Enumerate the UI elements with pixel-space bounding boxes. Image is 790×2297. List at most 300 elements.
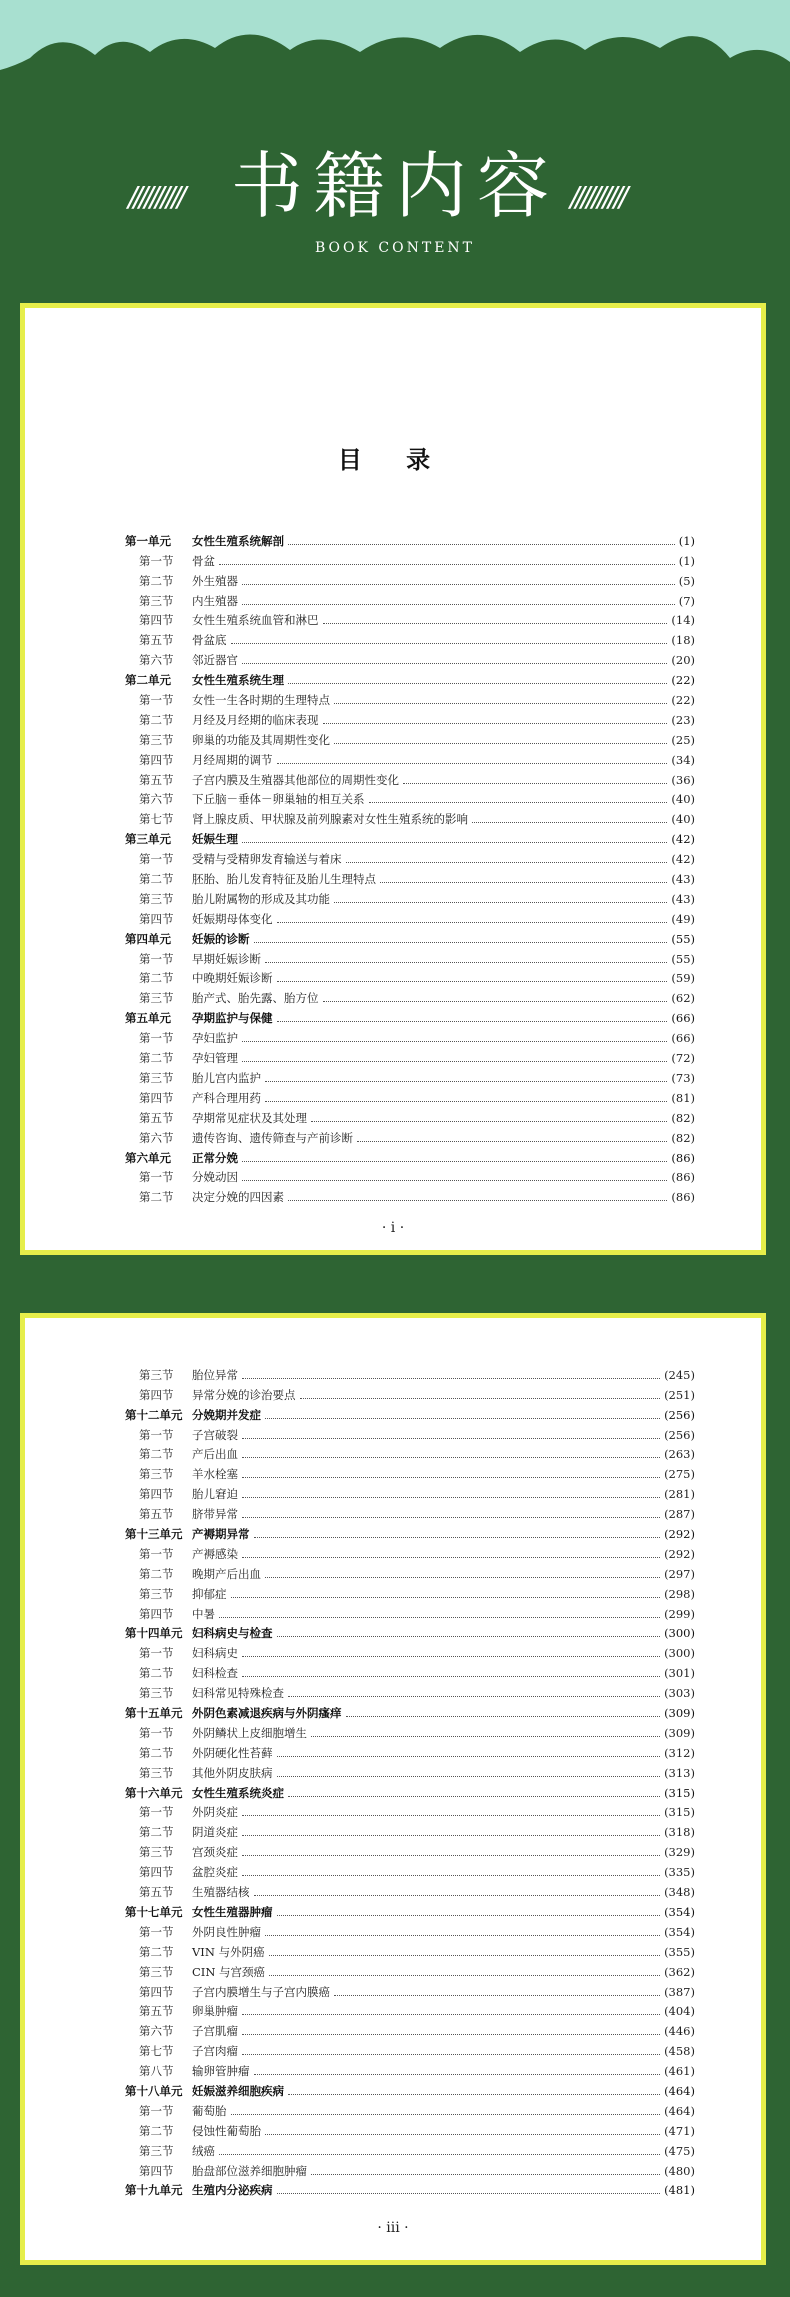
toc-entry-page: (464) — [664, 2083, 695, 2098]
toc-leader-dots — [231, 1597, 661, 1598]
toc-entry-title: 月经及月经期的临床表现 — [192, 712, 319, 727]
toc-entry-page: (298) — [664, 1586, 695, 1601]
toc-entry-label: 第二节 — [139, 712, 174, 727]
toc-entry-page: (62) — [671, 991, 695, 1006]
toc-entry-title: 肾上腺皮质、甲状腺及前列腺素对女性生殖系统的影响 — [192, 812, 468, 827]
toc-entry-label: 第二节 — [139, 872, 174, 887]
toc-leader-dots — [242, 584, 675, 585]
toc-section-row — [125, 1720, 695, 1740]
toc-entry-title: 胎位异常 — [192, 1367, 238, 1382]
toc-section-row — [125, 647, 695, 667]
toc-section-row — [125, 1601, 695, 1621]
toc-unit-row — [125, 528, 695, 548]
toc-entry-title: 卵巢肿瘤 — [192, 2004, 238, 2019]
toc-entry-page: (34) — [671, 752, 695, 767]
toc-entry-label: 第三节 — [139, 1765, 174, 1780]
toc-section-row — [125, 966, 695, 986]
toc-section-row — [125, 1999, 695, 2019]
toc-entry-title: 决定分娩的四因素 — [192, 1190, 284, 1205]
toc-leader-dots — [277, 922, 668, 923]
toc-leader-dots — [357, 1141, 667, 1142]
toc-section-row — [125, 1760, 695, 1780]
toc-entry-page: (59) — [671, 971, 695, 986]
toc-leader-dots — [242, 2034, 660, 2035]
toc-section-row — [125, 1660, 695, 1680]
toc-entry-title: 产科合理用药 — [192, 1090, 261, 1105]
toc-entry-page: (251) — [664, 1387, 695, 1402]
toc-leader-dots — [242, 1378, 660, 1379]
toc-entry-label: 第三节 — [139, 1964, 174, 1979]
toc-entry-label: 第三单元 — [125, 832, 171, 847]
toc-entry-page: (354) — [664, 1924, 695, 1939]
toc-entry-page: (313) — [664, 1765, 695, 1780]
toc-section-row — [125, 2038, 695, 2058]
toc-entry-title: 绒癌 — [192, 2143, 215, 2158]
toc-section-row — [125, 767, 695, 787]
toc-leader-dots — [242, 1875, 660, 1876]
toc-entry-label: 第二节 — [139, 2123, 174, 2138]
toc-leader-dots — [242, 2054, 660, 2055]
toc-entry-label: 第一节 — [139, 1546, 174, 1561]
toc-entry-label: 第八节 — [139, 2064, 174, 2079]
toc-entry-title: 妊娠滋养细胞疾病 — [192, 2083, 284, 2098]
toc-entry-label: 第三节 — [139, 732, 174, 747]
toc-entry-label: 第五节 — [139, 2004, 174, 2019]
toc-section-row — [125, 1959, 695, 1979]
toc-leader-dots — [231, 643, 668, 644]
toc-entry-label: 第二节 — [139, 1944, 174, 1959]
toc-entry-title: 其他外阴皮肤病 — [192, 1765, 273, 1780]
toc-entry-label: 第一节 — [139, 1031, 174, 1046]
toc-leader-dots — [323, 1001, 668, 1002]
toc-entry-title: 女性生殖系统血管和淋巴 — [192, 613, 319, 628]
toc-entry-label: 第一节 — [139, 1170, 174, 1185]
toc-leader-dots — [242, 1815, 660, 1816]
toc-section-row — [125, 2098, 695, 2118]
toc-leader-dots — [288, 544, 675, 545]
toc-entry-title: 异常分娩的诊治要点 — [192, 1387, 296, 1402]
toc-leader-dots — [277, 981, 668, 982]
page-subtitle: BOOK CONTENT — [315, 240, 475, 256]
toc-section-row — [125, 1680, 695, 1700]
toc-entry-page: (404) — [664, 2004, 695, 2019]
toc-entry-label: 第二节 — [139, 1051, 174, 1066]
toc-entry-title: 早期妊娠诊断 — [192, 951, 261, 966]
toc-leader-dots — [242, 1557, 660, 1558]
toc-leader-dots — [277, 1021, 668, 1022]
toc-entry-title: 生殖内分泌疾病 — [192, 2183, 273, 2198]
toc-entry-label: 第一节 — [139, 1924, 174, 1939]
toc-entry-title: 脐带异常 — [192, 1507, 238, 1522]
toc-section-row — [125, 1461, 695, 1481]
header-banner — [0, 0, 790, 300]
toc-leader-dots — [300, 1398, 661, 1399]
toc-leader-dots — [269, 1975, 660, 1976]
toc-leader-dots — [231, 2114, 661, 2115]
toc-unit-row — [125, 1145, 695, 1165]
toc-entry-page: (281) — [664, 1487, 695, 1502]
toc-entry-page: (49) — [671, 911, 695, 926]
toc-leader-dots — [265, 1081, 667, 1082]
toc-section-row — [125, 1165, 695, 1185]
toc-entry-page: (43) — [671, 891, 695, 906]
toc-entry-title: 分娩期并发症 — [192, 1407, 261, 1422]
toc-entry-page: (55) — [671, 931, 695, 946]
toc-entry-title: 妇科病史 — [192, 1646, 238, 1661]
toc-section-row — [125, 846, 695, 866]
toc-entry-title: 遗传咨询、遗传筛查与产前诊断 — [192, 1130, 353, 1145]
toc-leader-dots — [369, 802, 668, 803]
toc-entry-label: 第一节 — [139, 951, 174, 966]
toc-section-row — [125, 1085, 695, 1105]
toc-leader-dots — [334, 902, 667, 903]
toc-entry-page: (355) — [664, 1944, 695, 1959]
toc-entry-label: 第二节 — [139, 1825, 174, 1840]
toc-leader-dots — [277, 763, 668, 764]
toc-entry-page: (14) — [671, 613, 695, 628]
toc-entry-page: (301) — [664, 1666, 695, 1681]
toc-entry-title: 妇科病史与检查 — [192, 1626, 273, 1641]
toc-entry-label: 第二节 — [139, 1566, 174, 1581]
toc-entry-label: 第三节 — [139, 2143, 174, 2158]
toc-leader-dots — [472, 822, 667, 823]
toc-entry-page: (475) — [664, 2143, 695, 2158]
toc-leader-dots — [254, 2074, 661, 2075]
toc-leader-dots — [242, 842, 667, 843]
toc-section-row — [125, 2058, 695, 2078]
toc-entry-page: (22) — [671, 673, 695, 688]
toc-section-row — [125, 627, 695, 647]
toc-entry-title: 生殖器结核 — [192, 1885, 250, 1900]
toc-entry-label: 第三节 — [139, 991, 174, 1006]
toc-entry-title: 骨盆 — [192, 553, 215, 568]
toc-entry-label: 第三节 — [139, 891, 174, 906]
toc-entry-page: (36) — [671, 772, 695, 787]
toc-entry-title: 内生殖器 — [192, 593, 238, 608]
toc-entry-label: 第一节 — [139, 693, 174, 708]
toc-leader-dots — [265, 962, 667, 963]
toc-entry-label: 第一节 — [139, 553, 174, 568]
toc-entry-page: (458) — [664, 2044, 695, 2059]
toc-leader-dots — [242, 1855, 660, 1856]
toc-entry-label: 第四节 — [139, 1984, 174, 1999]
toc-entry-page: (387) — [664, 1984, 695, 1999]
toc-entry-page: (40) — [671, 812, 695, 827]
toc-leader-dots — [323, 723, 668, 724]
toc-entry-label: 第四单元 — [125, 931, 171, 946]
toc-entry-title: 孕妇监护 — [192, 1031, 238, 1046]
toc-entry-label: 第二节 — [139, 971, 174, 986]
toc-leader-dots — [323, 623, 668, 624]
toc-leader-dots — [346, 862, 668, 863]
toc-section-row — [125, 1045, 695, 1065]
toc-entry-title: 妊娠期母体变化 — [192, 911, 273, 926]
toc-entry-label: 第十八单元 — [125, 2083, 183, 2098]
toc-leader-dots — [242, 1438, 660, 1439]
toc-entry-label: 第二节 — [139, 1666, 174, 1681]
toc-section-row — [125, 1740, 695, 1760]
deco-slashes-right: ////////// — [570, 180, 625, 213]
toc-entry-label: 第五单元 — [125, 1011, 171, 1026]
toc-leader-dots — [265, 1935, 660, 1936]
toc-entry-page: (42) — [671, 852, 695, 867]
toc-section-row — [125, 1065, 695, 1085]
toc-entry-label: 第六节 — [139, 653, 174, 668]
toc-entry-title: 子宫内膜增生与子宫内膜癌 — [192, 1984, 330, 1999]
toc-section-row — [125, 1979, 695, 1999]
toc-entry-title: 晚期产后出血 — [192, 1566, 261, 1581]
toc-entry-label: 第十三单元 — [125, 1527, 183, 1542]
toc-section-row — [125, 1541, 695, 1561]
toc-entry-title: 中晚期妊娠诊断 — [192, 971, 273, 986]
toc-entry-label: 第五节 — [139, 1110, 174, 1125]
toc-leader-dots — [311, 1121, 667, 1122]
toc-leader-dots — [311, 1736, 660, 1737]
toc-section-row — [125, 906, 695, 926]
toc-entry-title: 外生殖器 — [192, 573, 238, 588]
toc-entry-label: 第十二单元 — [125, 1407, 183, 1422]
toc-section-row — [125, 1025, 695, 1045]
toc-entry-page: (481) — [664, 2183, 695, 2198]
toc-leader-dots — [265, 1577, 660, 1578]
toc-leader-dots — [265, 1418, 660, 1419]
toc-entry-title: 下丘脑－垂体－卵巢轴的相互关系 — [192, 792, 365, 807]
toc-entry-title: 胎儿窘迫 — [192, 1487, 238, 1502]
toc-page-1 — [20, 303, 766, 1255]
toc-entry-label: 第十四单元 — [125, 1626, 183, 1641]
toc-entry-label: 第三节 — [139, 1070, 174, 1085]
toc-entry-page: (55) — [671, 951, 695, 966]
toc-section-row — [125, 1581, 695, 1601]
toc-entry-label: 第四节 — [139, 1606, 174, 1621]
toc-section-row — [125, 1561, 695, 1581]
toc-leader-dots — [288, 1696, 660, 1697]
toc-entry-label: 第十九单元 — [125, 2183, 183, 2198]
toc-section-row — [125, 568, 695, 588]
toc-section-row — [125, 1839, 695, 1859]
toc-entry-label: 第一节 — [139, 1725, 174, 1740]
toc-entry-page: (461) — [664, 2064, 695, 2079]
toc-entry-title: 胚胎、胎儿发育特征及胎儿生理特点 — [192, 872, 376, 887]
toc-leader-dots — [265, 1101, 667, 1102]
toc-leader-dots — [242, 1061, 667, 1062]
toc-unit-row — [125, 1621, 695, 1641]
toc-entry-title: 外阴硬化性苔藓 — [192, 1745, 273, 1760]
toc-section-row — [125, 1105, 695, 1125]
toc-entry-title: 子宫肉瘤 — [192, 2044, 238, 2059]
toc-entry-page: (256) — [664, 1427, 695, 1442]
toc-entry-page: (263) — [664, 1447, 695, 1462]
toc-entry-title: 外阴良性肿瘤 — [192, 1924, 261, 1939]
toc-leader-dots — [242, 1041, 667, 1042]
toc-unit-row — [125, 667, 695, 687]
toc-leader-dots — [242, 1497, 660, 1498]
toc-section-row — [125, 806, 695, 826]
toc-entry-label: 第一节 — [139, 1805, 174, 1820]
toc-entry-label: 第六节 — [139, 792, 174, 807]
toc-section-row — [125, 2138, 695, 2158]
toc-leader-dots — [380, 882, 667, 883]
toc-leader-dots — [242, 2014, 660, 2015]
toc-unit-row — [125, 2078, 695, 2098]
toc-entry-label: 第二单元 — [125, 673, 171, 688]
toc-entry-page: (292) — [664, 1527, 695, 1542]
toc-section-row — [125, 946, 695, 966]
toc-entry-label: 第四节 — [139, 2163, 174, 2178]
toc-entry-page: (292) — [664, 1546, 695, 1561]
toc-section-row — [125, 548, 695, 568]
toc-leader-dots — [242, 604, 675, 605]
toc-entry-page: (297) — [664, 1566, 695, 1581]
toc-leader-dots — [277, 1915, 661, 1916]
toc-entry-page: (1) — [678, 533, 695, 548]
toc-unit-row — [125, 926, 695, 946]
toc-section-row — [125, 608, 695, 628]
toc-entry-label: 第一节 — [139, 1427, 174, 1442]
toc-section-row — [125, 707, 695, 727]
toc-entry-title: 阴道炎症 — [192, 1825, 238, 1840]
toc-entry-title: 妇科检查 — [192, 1666, 238, 1681]
toc-section-row — [125, 1800, 695, 1820]
toc-leader-dots — [254, 942, 668, 943]
toc-list — [125, 1362, 695, 2197]
toc-entry-title: 输卵管肿瘤 — [192, 2064, 250, 2079]
toc-section-row — [125, 1481, 695, 1501]
toc-entry-page: (86) — [671, 1170, 695, 1185]
toc-entry-page: (23) — [671, 712, 695, 727]
toc-entry-title: 胎儿附属物的形成及其功能 — [192, 891, 330, 906]
toc-entry-page: (300) — [664, 1626, 695, 1641]
toc-leader-dots — [265, 2134, 660, 2135]
toc-leader-dots — [242, 1656, 660, 1657]
toc-entry-title: 产后出血 — [192, 1447, 238, 1462]
toc-entry-page: (335) — [664, 1865, 695, 1880]
toc-entry-title: 葡萄胎 — [192, 2103, 227, 2118]
toc-unit-row — [125, 1899, 695, 1919]
toc-entry-label: 第五节 — [139, 772, 174, 787]
toc-leader-dots — [288, 2094, 660, 2095]
toc-section-row — [125, 1819, 695, 1839]
toc-entry-page: (315) — [664, 1785, 695, 1800]
toc-entry-title: 妇科常见特殊检查 — [192, 1686, 284, 1701]
toc-entry-title: 卵巢的功能及其周期性变化 — [192, 732, 330, 747]
toc-section-row — [125, 727, 695, 747]
toc-entry-title: CIN 与宫颈癌 — [192, 1964, 266, 1979]
toc-leader-dots — [219, 564, 675, 565]
toc-leader-dots — [288, 1200, 667, 1201]
toc-entry-title: 孕期监护与保健 — [192, 1011, 273, 1026]
toc-entry-page: (446) — [664, 2024, 695, 2039]
toc-leader-dots — [219, 2154, 660, 2155]
toc-heading: 目 录 — [337, 446, 449, 474]
toc-leader-dots — [334, 1995, 660, 1996]
toc-entry-page: (40) — [671, 792, 695, 807]
toc-entry-page: (275) — [664, 1467, 695, 1482]
toc-entry-title: 抑郁症 — [192, 1586, 227, 1601]
toc-leader-dots — [288, 683, 667, 684]
toc-entry-page: (82) — [671, 1110, 695, 1125]
toc-leader-dots — [242, 1835, 660, 1836]
toc-entry-title: 分娩动因 — [192, 1170, 238, 1185]
toc-entry-page: (315) — [664, 1805, 695, 1820]
toc-entry-label: 第五节 — [139, 1885, 174, 1900]
toc-entry-page: (354) — [664, 1904, 695, 1919]
toc-entry-title: 胎产式、胎先露、胎方位 — [192, 991, 319, 1006]
toc-entry-title: VIN 与外阴癌 — [192, 1944, 265, 1959]
deco-slashes-left: ////////// — [128, 180, 183, 213]
toc-entry-page: (348) — [664, 1885, 695, 1900]
toc-leader-dots — [254, 1537, 661, 1538]
toc-leader-dots — [334, 743, 667, 744]
toc-entry-page: (256) — [664, 1407, 695, 1422]
toc-leader-dots — [403, 783, 667, 784]
toc-entry-title: 侵蚀性葡萄胎 — [192, 2123, 261, 2138]
toc-leader-dots — [242, 1161, 667, 1162]
toc-unit-row — [125, 1005, 695, 1025]
toc-leader-dots — [277, 1776, 661, 1777]
toc-section-row — [125, 1382, 695, 1402]
toc-entry-label: 第四节 — [139, 1487, 174, 1502]
toc-entry-label: 第四节 — [139, 911, 174, 926]
toc-entry-page: (20) — [671, 653, 695, 668]
toc-entry-page: (22) — [671, 693, 695, 708]
toc-entry-title: 宫颈炎症 — [192, 1845, 238, 1860]
toc-entry-label: 第四节 — [139, 1387, 174, 1402]
toc-section-row — [125, 588, 695, 608]
toc-entry-label: 第五节 — [139, 1507, 174, 1522]
toc-entry-title: 骨盆底 — [192, 633, 227, 648]
toc-entry-title: 孕期常见症状及其处理 — [192, 1110, 307, 1125]
toc-entry-title: 胎儿宫内监护 — [192, 1070, 261, 1085]
toc-entry-label: 第十六单元 — [125, 1785, 183, 1800]
toc-entry-title: 外阴鳞状上皮细胞增生 — [192, 1725, 307, 1740]
toc-entry-label: 第六节 — [139, 2024, 174, 2039]
toc-entry-title: 月经周期的调节 — [192, 752, 273, 767]
toc-page-3 — [20, 1313, 766, 2265]
toc-unit-row — [125, 826, 695, 846]
toc-section-row — [125, 1859, 695, 1879]
toc-entry-label: 第四节 — [139, 1865, 174, 1880]
toc-entry-page: (82) — [671, 1130, 695, 1145]
page-number: · i · — [381, 1220, 405, 1236]
toc-entry-page: (43) — [671, 872, 695, 887]
toc-entry-page: (464) — [664, 2103, 695, 2118]
toc-entry-title: 外阴色素减退疾病与外阴瘙痒 — [192, 1706, 342, 1721]
toc-leader-dots — [277, 2193, 661, 2194]
toc-entry-label: 第二节 — [139, 1447, 174, 1462]
toc-leader-dots — [242, 1676, 660, 1677]
toc-leader-dots — [311, 2174, 660, 2175]
toc-unit-row — [125, 1780, 695, 1800]
toc-entry-label: 第六节 — [139, 1130, 174, 1145]
toc-section-row — [125, 1879, 695, 1899]
toc-leader-dots — [346, 1716, 661, 1717]
toc-leader-dots — [242, 1517, 660, 1518]
toc-entry-label: 第二节 — [139, 573, 174, 588]
toc-entry-label: 第一单元 — [125, 533, 171, 548]
toc-entry-page: (1) — [678, 553, 695, 568]
toc-entry-label: 第一节 — [139, 2103, 174, 2118]
toc-leader-dots — [334, 703, 667, 704]
toc-entry-label: 第三节 — [139, 1586, 174, 1601]
toc-entry-title: 正常分娩 — [192, 1150, 238, 1165]
toc-list — [125, 528, 695, 1204]
toc-entry-label: 第四节 — [139, 613, 174, 628]
toc-entry-page: (72) — [671, 1051, 695, 1066]
toc-entry-title: 子宫肌瘤 — [192, 2024, 238, 2039]
page-title: 书籍内容 — [230, 144, 559, 228]
toc-leader-dots — [242, 1477, 660, 1478]
